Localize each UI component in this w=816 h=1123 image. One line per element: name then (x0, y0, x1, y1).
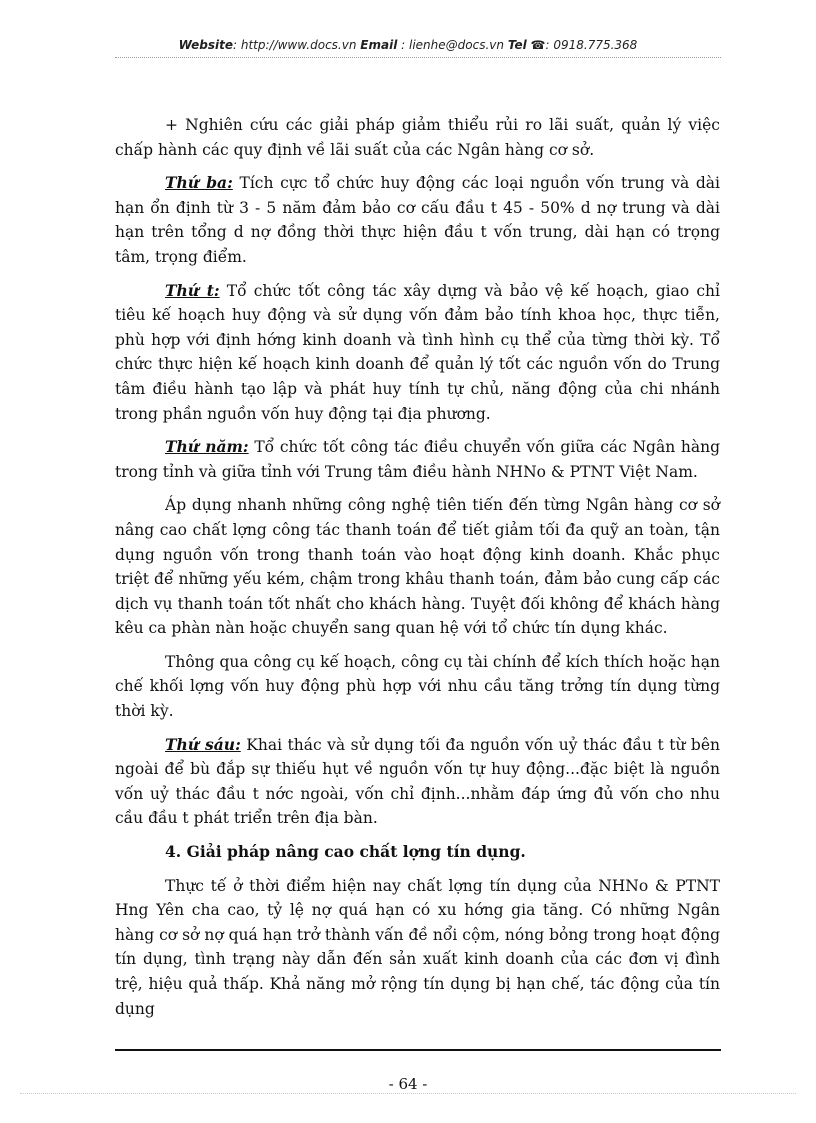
label-thu-ba: Thứ ba: (165, 173, 233, 193)
paragraph-thu-ba (115, 171, 720, 269)
section-heading-4: 4. Giải pháp nâng cao chất lợng tín dụng. (165, 842, 526, 862)
text-thu-sau: Khai thác và sử dụng tối đa nguồn vốn uỷ thác đầu t từ bên ngoài để bù đắp sự thiếu hụt về nguồn vốn tự huy động...đặc biệt là nguồn vốn uỷ thác đầu t nớc ngoài, vốn chỉ định...nhằm đáp ứng đủ vốn cho nhu cầu đầu t phát triển trên địa bàn. (115, 735, 720, 828)
footer-divider (115, 1049, 721, 1051)
text-thu-tu: Tổ chức tốt công tác xây dựng và bảo vệ kế hoạch, giao chỉ tiêu kế hoạch huy động và sử dụng vốn đảm bảo tính khoa học, thực tiễn, phù hợp với định hớng kinh doanh và tình hình cụ thể của từng thời kỳ. Tổ chức thực hiện kế hoạch kinh doanh để quản lý tốt các nguồn vốn do Trung tâm điều hành tạo lập và phát huy tính tự chủ, năng động của chi nhánh trong phần nguồn vốn huy động tại địa phương. (115, 281, 720, 423)
phone-icon: ☎ (530, 38, 546, 52)
page-number: - 64 - (388, 1075, 428, 1093)
website-label: Website (178, 38, 233, 52)
header-divider (115, 57, 721, 58)
paragraph-thu-nam (115, 435, 720, 484)
paragraph-thong-qua: Thông qua công cụ kế hoạch, công cụ tài chính để kích thích hoặc hạn chế khối lợng vốn huy động phù hợp với nhu cầu tăng trởng tín dụng từng thời kỳ. (115, 652, 720, 721)
paragraph-thu-tu (115, 279, 720, 427)
paragraph-1: + Nghiên cứu các giải pháp giảm thiểu rủi ro lãi suất, quản lý việc chấp hành các quy định về lãi suất của các Ngân hàng cơ sở. (115, 116, 720, 159)
label-thu-nam: Thứ năm: (165, 437, 249, 457)
text-thu-nam: Tổ chức tốt công tác điều chuyển vốn giữa các Ngân hàng trong tỉnh và giữa tỉnh với Trung tâm điều hành NHNo & PTNT Việt Nam. (115, 438, 720, 481)
page-bottom-border (20, 1093, 796, 1094)
label-thu-sau: Thứ sáu: (165, 734, 241, 754)
email-label: Email (360, 38, 398, 52)
website-value: : http://www.docs.vn (233, 38, 357, 52)
text-thu-ba: Tích cực tổ chức huy động các loại nguồn vốn trung và dài hạn ổn định từ 3 - 5 năm đảm bảo cơ cấu đầu t 45 - 50% d nợ trung và dài hạn trên tổng d nợ đồng thời thực hiện đầu t vốn trung, dài hạn có trọng tâm, trọng điểm. (115, 174, 720, 266)
tel-label: Tel (507, 38, 527, 52)
document-body (115, 113, 720, 1030)
page-header (0, 38, 816, 52)
paragraph-ap-dung: Áp dụng nhanh những công nghệ tiên tiến đến từng Ngân hàng cơ sở nâng cao chất lợng công tác thanh toán để tiết giảm tối đa quỹ an toàn, tận dụng nguồn vốn trong thanh toán vào hoạt động kinh doanh. Khắc phục triệt để những yếu kém, chậm trong khâu thanh toán, đảm bảo cung cấp các dịch vụ thanh toán tốt nhất cho khách hàng. Tuyệt đối không để khách hàng kêu ca phàn nàn hoặc chuyển sang quan hệ với tổ chức tín dụng khác. (115, 496, 720, 638)
paragraph-thuc-te: Thực tế ở thời điểm hiện nay chất lợng tín dụng của NHNo & PTNT Hng Yên cha cao, tỷ lệ nợ quá hạn có xu hớng gia tăng. Có những Ngân hàng cơ sở nợ quá hạn trở thành vấn đề nổi cộm, nóng bỏng trong hoạt động tín dụng, tình trạng này dẫn đến sản xuất kinh doanh của các đơn vị đình trệ, hiệu quả thấp. Khả năng mở rộng tín dụng bị hạn chế, tác động của tín dụng (115, 876, 720, 1018)
tel-value: : 0918.775.368 (545, 38, 638, 52)
paragraph-thu-sau (115, 733, 720, 831)
email-value: : lienhe@docs.vn (401, 38, 504, 52)
label-thu-tu: Thứ t: (165, 280, 220, 300)
